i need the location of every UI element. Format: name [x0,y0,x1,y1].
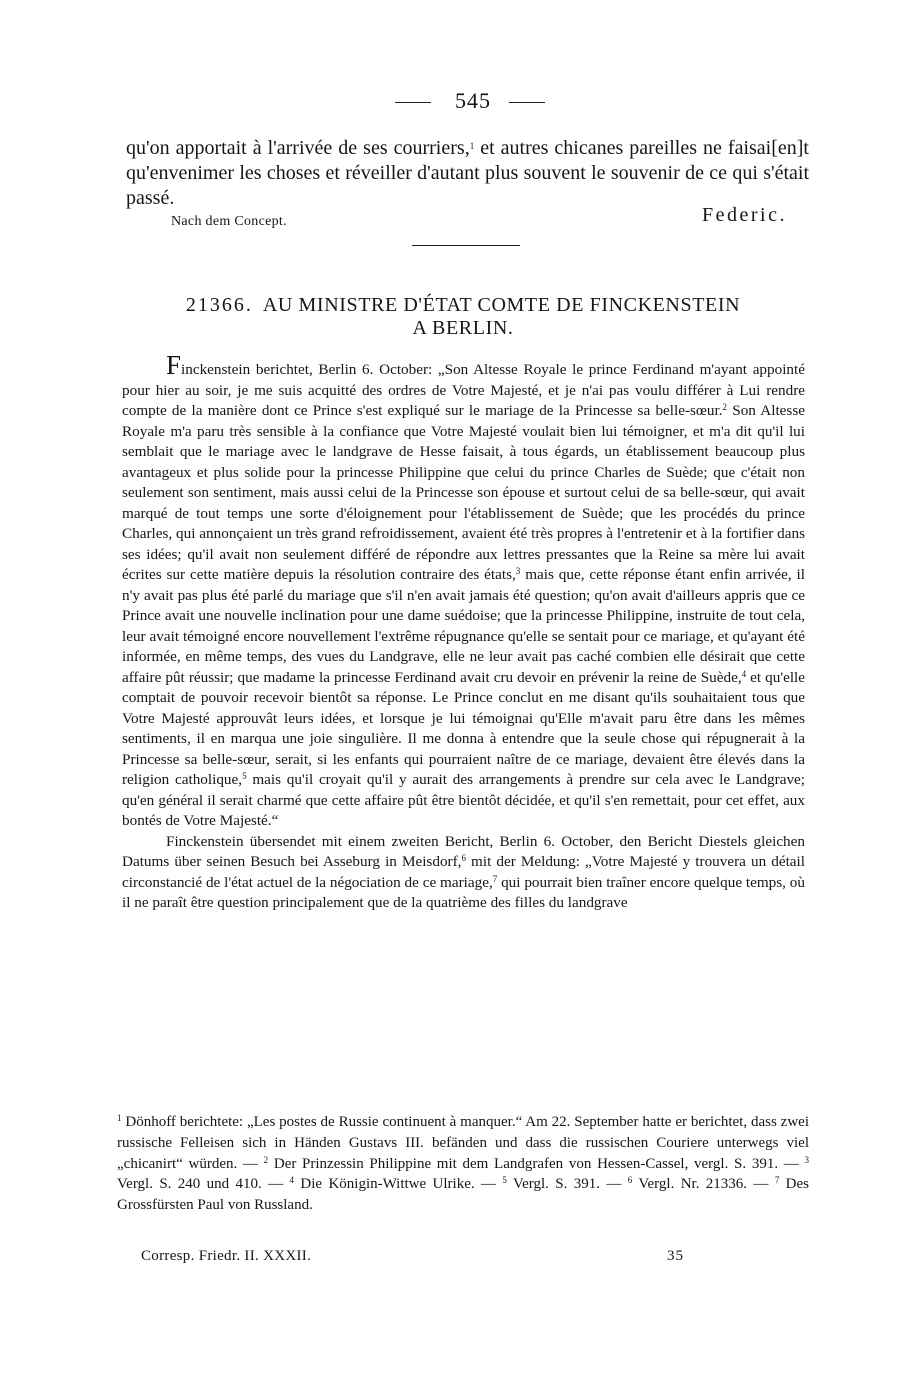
footnote-ref-3: 3 [515,566,521,576]
signature: Federic. [702,204,787,226]
footnote-mark-7: 7 [774,1175,780,1186]
letter-title-line1: AU MINISTRE D'ÉTAT COMTE DE FINCKENSTEIN [262,294,741,316]
letter-heading [117,294,809,340]
p2-segment-2: mit der Meldung: „Votre Majesté y trouvera un détail circonstancié de l'état actuel de la négociation de ce mariage, [122,853,805,891]
footnote-ref-7: 7 [492,873,498,884]
p1-segment-4: et qu'elle comptait de pouvoir recevoir bientôt sa réponse. Le Prince conclut en me disant qu'ils souhaitaient tous que Votre Majesté approuvât leurs idées, et lorsque je lui témoignai qu'Elle m'avait paru être dans les mêmes sentiments, il en marqua une joie singulière. Il me donna à entendre que la seule chose qui répugnerait à la Princesse sa belle-sœur, serait, si les enfants qui pourraient naître de ce mariage, devaient être élevés dans la religion catholique, [122,668,805,788]
footnote-mark-5: 5 [502,1175,507,1186]
footnote-ref-5: 5 [242,771,247,781]
letter-number: 21366. [185,294,253,316]
signature-row [117,204,809,240]
p1-segment-3: mais que, cette réponse étant enfin arrivée, il n'y avait pas plus été parlé du mariage que s'il n'en avait jamais été question; qu'on avait d'ailleurs appris que ce Prince avait une nouvelle inclination pour une dame suédoise; que la princesse Philippine, instruite de tout cela, leur avait témoigné encore nouvellement l'extrême répugnance qu'elle se sentait pour ce mariage, et qu'ayant été informée, en même temps, des vues du Landgrave, elle ne leur avait pas caché combien elle désirait que cette affaire pût réussir; que madame la princesse Ferdinand avait cru devoir en prévenir la reine de Suède, [122,566,805,686]
header-dash-right [509,102,545,103]
footnote-text-2: Der Prinzessin Philippine mit dem Landgrafen von Hessen-Cassel, vergl. S. 391. — [268,1155,805,1172]
footnote-ref-6: 6 [461,853,466,863]
p1-segment-1: inckenstein berichtet, Berlin 6. October: „Son Altesse Royale le prince Ferdinand m'ayant appointé pour hier au soir, je me suis acquitté des ordres de Votre Majesté, et je n'ai pas voulu différer à Lui rendre compte de la manière dont ce Prince s'est expliqué sur le mariage de la Princesse sa belle-sœur. [122,361,805,419]
footnote-mark-1: 1 [117,1113,122,1123]
header-dash-left [395,102,431,103]
page-number: 545 [455,88,491,113]
page-header [117,88,809,118]
section-divider [412,245,520,246]
footnote-text-4: Die Königin-Wittwe Ulrike. — [294,1176,503,1193]
footnote-text-6: Vergl. Nr. 21336. — [632,1176,775,1193]
letter-title-line2: A BERLIN. [412,317,514,339]
p2-segment-1: Finckenstein übersendet mit einem zweiten Bericht, Berlin 6. October, den Bericht Diestels gleichen Datums über seinen Besuch bei Asseburg in Meisdorf, [122,832,805,870]
footer-signature-mark: Corresp. Friedr. II. XXXII. [141,1248,312,1264]
continuation-text [126,136,809,211]
document-page [117,78,809,1378]
footnote-text-3: Vergl. S. 240 und 410. — [117,1176,290,1193]
letter-body [122,350,806,914]
footnote-text-1: Dönhoff berichtete: „Les postes de Russie continuent à manquer.“ Am 22. September hatte er berichtet, dass zwei russische Felleisen sich in Händen Gustavs III. befänden und dass die russischen Couriere unterwegs viel „chicanirt“ würden. — [117,1114,809,1172]
footnote-mark-4: 4 [289,1175,295,1186]
p1-segment-5: mais qu'il croyait qu'il y aurait des arrangements à prendre sur cela avec le Landgrave; qu'en général il serait charmé que cette affaire pût être bientôt décidée, et qu'il s'en remettait, pour cet effet, aux bontés de Votre Majesté.“ [122,771,806,829]
continuation-part-b: et autres chicanes pareilles ne faisai[en]t qu'envenimer les choses et réveiller d'autant plus souvent le souvenir de ce qui s'était passé. [126,137,809,209]
footnote-ref-1: 1 [469,141,475,151]
footnote-mark-3: 3 [804,1154,809,1165]
continuation-part-a: qu'on apportait à l'arrivée de ses courriers, [126,137,470,159]
source-note: Nach dem Concept. [171,214,287,229]
body-paragraph-1 [122,350,806,832]
footnote-text-7: Des Grossfürsten Paul von Russland. [117,1176,810,1214]
letter-heading-line1 [117,294,809,317]
footnote-ref-4: 4 [741,668,747,679]
p2-segment-3: qui pourrait bien traîner encore quelque temps, où il ne paraît être question principalement que de la quatrième des filles du landgrave [122,873,805,911]
footnote-mark-2: 2 [263,1154,269,1165]
p1-segment-2: Son Altesse Royale m'a paru très sensible à la confiance que Votre Majesté voulait bien lui témoigner, et m'a dit qu'il lui semblait que le mariage avec le landgrave de Hesse faisait, à tous égards, un établissement beaucoup plus avantageux et plus solide pour la princesse Philippine que celui du prince Charles de Suède; que c'était non seulement son sentiment, mais aussi celui de la Princesse son épouse et surtout celui de sa belle-sœur, qui avait marqué de tout temps une sorte d'éloignement pour l'établissement de Suède; que les procédés du prince Charles, qui annonçaient un très grand refroidissement, avaient été très propres à l'entretenir et à la fortifier dans ses idées; qu'il avait non seulement différé de répondre aux lettres pressantes que la Reine sa mère lui avait écrites sur cette matière depuis la résolution contraire des états, [122,402,805,583]
footnote-ref-2: 2 [722,402,728,412]
footnote-text-5: Vergl. S. 391. — [506,1176,628,1193]
footnote-mark-6: 6 [627,1175,633,1186]
body-paragraph-2 [122,832,805,914]
footer-sheet-number: 35 [667,1248,684,1264]
page-footer [141,1248,801,1272]
drop-cap: F [166,350,182,380]
footnotes [117,1112,809,1216]
